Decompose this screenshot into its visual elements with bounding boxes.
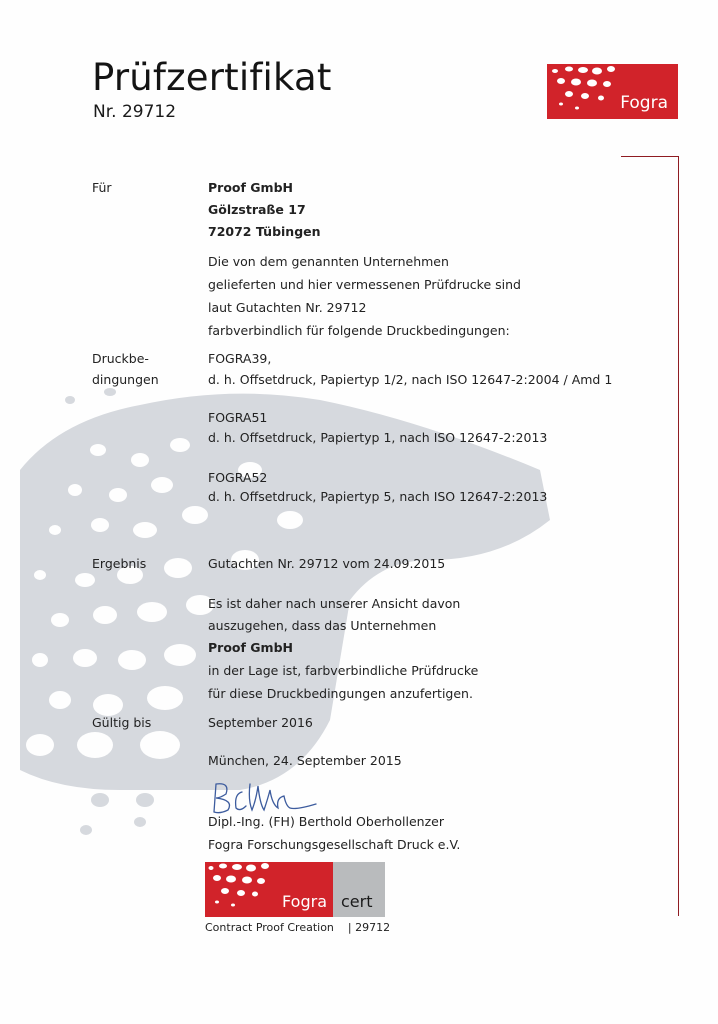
recipient-label: Für	[92, 180, 112, 195]
page-title: Prüfzertifikat	[92, 56, 332, 99]
fogra-cert-brand: Fogra	[282, 892, 327, 911]
result-company: Proof GmbH	[208, 640, 293, 655]
place-date: München, 24. September 2015	[208, 753, 402, 768]
fogra-cert-logo-grey	[333, 862, 385, 917]
statement-line: Die von dem genannten Unternehmen	[208, 254, 449, 269]
conditions-label-line2: dingungen	[92, 372, 159, 387]
signer-organization: Fogra Forschungsgesellschaft Druck e.V.	[208, 837, 461, 852]
condition-description: d. h. Offsetdruck, Papiertyp 5, nach ISO 12647-2:2013	[208, 489, 548, 504]
condition-name: FOGRA39,	[208, 351, 272, 366]
red-rule-horizontal	[621, 156, 679, 157]
result-line: für diese Druckbedingungen anzufertigen.	[208, 686, 473, 701]
fogra-cert-suffix: cert	[341, 892, 373, 911]
result-report: Gutachten Nr. 29712 vom 24.09.2015	[208, 556, 446, 571]
recipient-city: 72072 Tübingen	[208, 224, 321, 239]
fogra-cert-logo-red	[205, 862, 333, 917]
statement-line: gelieferten und hier vermessenen Prüfdrucke sind	[208, 277, 521, 292]
cert-caption-number: | 29712	[347, 921, 391, 934]
condition-name: FOGRA51	[208, 410, 268, 425]
result-line: auszugehen, dass das Unternehmen	[208, 618, 437, 633]
recipient-company: Proof GmbH	[208, 180, 293, 195]
validity-label: Gültig bis	[92, 715, 152, 730]
result-line: Es ist daher nach unserer Ansicht davon	[208, 596, 461, 611]
fogra-logo-text: Fogra	[620, 93, 668, 113]
signer-name: Dipl.-Ing. (FH) Berthold Oberhollenzer	[208, 814, 444, 829]
red-rule-vertical	[678, 156, 679, 916]
cert-caption-text: Contract Proof Creation	[205, 921, 334, 934]
fogra-cert-logo	[205, 862, 385, 917]
statement-line: laut Gutachten Nr. 29712	[208, 300, 367, 315]
validity-value: September 2016	[208, 715, 313, 730]
condition-description: d. h. Offsetdruck, Papiertyp 1, nach ISO 12647-2:2013	[208, 430, 548, 445]
fogra-logo	[547, 64, 678, 119]
recipient-street: Gölzstraße 17	[208, 202, 306, 217]
cert-caption	[205, 921, 390, 935]
result-label: Ergebnis	[92, 556, 147, 571]
statement-line: farbverbindlich für folgende Druckbedingungen:	[208, 323, 510, 338]
condition-description: d. h. Offsetdruck, Papiertyp 1/2, nach ISO 12647-2:2004 / Amd 1	[208, 372, 613, 387]
result-line: in der Lage ist, farbverbindliche Prüfdrucke	[208, 663, 479, 678]
condition-name: FOGRA52	[208, 470, 268, 485]
certificate-number: Nr. 29712	[93, 102, 177, 122]
conditions-label-line1: Druckbe-	[92, 351, 149, 366]
